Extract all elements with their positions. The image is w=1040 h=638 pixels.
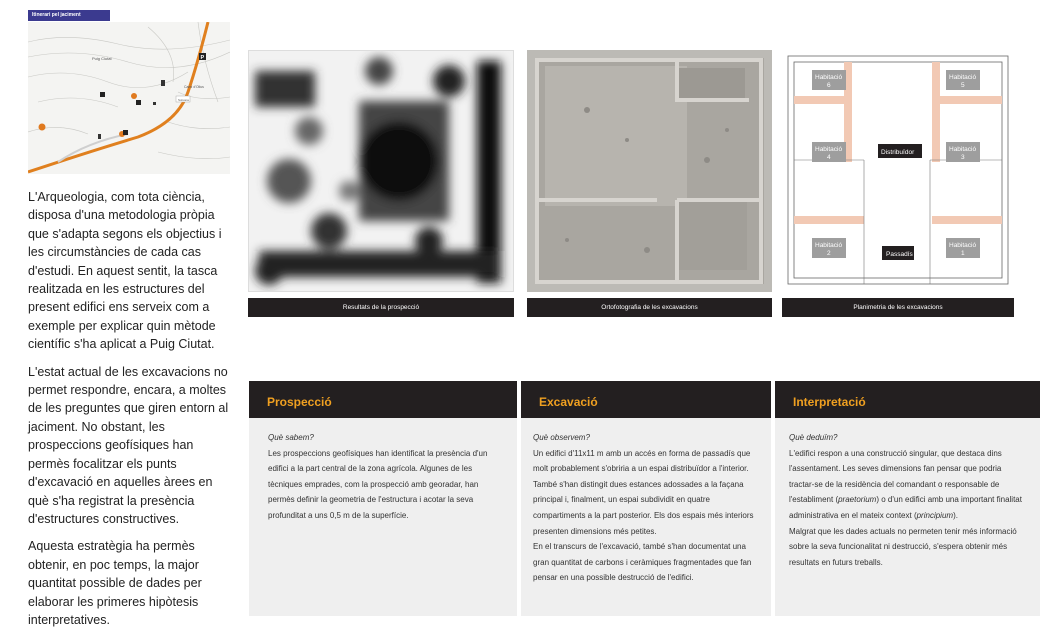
svg-text:Distribuïdor: Distribuïdor xyxy=(881,149,915,156)
parking-label: P xyxy=(200,55,205,61)
panel-prospection xyxy=(249,381,517,616)
site-map-graphic xyxy=(28,22,230,174)
room-5 xyxy=(946,70,980,90)
caption-prospection: Resultats de la prospecció xyxy=(248,298,514,317)
panel-title: Excavació xyxy=(521,381,771,418)
map-label-place3: Solsona xyxy=(178,98,189,102)
intro-paragraph: L'estat actual de les excavacions no permet respondre, encara, a moltes de les preguntes que giren entorn al jaciment. No obstant, les prospeccions geofísiques han permès focalitzar els punts d'excavació en aquelles àrees en què s'ha registrat la presència d'estructures constructives. xyxy=(28,364,229,526)
panel-text: Les prospeccions geofísiques han identificat la presència d'un edifici a la part central de la zona agrícola. Algunes de les tècniques emprades, com la prospecció amb georadar, han permès definir la geometria de l'estructura i acotar la seva profunditat a uns 0,5 m de la superfície. xyxy=(268,448,488,520)
caption-plan: Planimetria de les excavacions xyxy=(782,298,1014,317)
panel-excavation xyxy=(521,381,771,616)
orthophoto-image xyxy=(527,50,772,292)
room-3 xyxy=(946,142,980,162)
svg-text:Habitació: Habitació xyxy=(949,146,977,153)
svg-text:Passadís: Passadís xyxy=(886,251,913,258)
panel-interpretation xyxy=(775,381,1040,616)
plan-image xyxy=(782,50,1014,292)
svg-text:6: 6 xyxy=(827,82,831,89)
intro-paragraph: L'Arqueologia, com tota ciència, disposa d'una metodologia pròpia que s'adapta segons els objectius i les circumstàncies de cada cas d'estudi. En aquest sentit, la tasca realitzada en les estructures del present edifici ens serveix com a exemple per explicar quin mètode científic s'ha aplicat a Puig Ciutat. xyxy=(28,190,222,352)
poi-marker-icon[interactable] xyxy=(39,124,46,131)
panel-question: Què observem? xyxy=(533,433,590,442)
svg-text:Habitació: Habitació xyxy=(949,74,977,81)
panel-text: Un edifici d'11x11 m amb un accés en forma de passadís que molt probablement s'obriria a un espai distribuïdor a l'interior. També s'han distingit dues estances adossades a la façana principal i, finalment, un espai subdividit en quatre compartiments a la part posterior. Els dos espais més interiors presenten dimensions més petites. xyxy=(533,448,754,536)
panel-text: Malgrat que les dades actuals no permeten tenir més informació sobre la seva funcionalitat ni destrucció, s'espera obtenir més resultats en futurs treballs. xyxy=(789,526,1017,567)
svg-text:Habitació: Habitació xyxy=(949,242,977,249)
panel-question: Què sabem? xyxy=(268,433,314,442)
panel-title: Interpretació xyxy=(775,381,1040,418)
svg-text:Habitació: Habitació xyxy=(815,74,843,81)
map-label-place2: Camí d'Olius xyxy=(184,85,204,89)
intro-text xyxy=(28,188,236,638)
room-2 xyxy=(812,238,846,258)
prospection-image xyxy=(248,50,514,292)
panel-text: En el transcurs de l'excavació, també s'han documentat una gran quantitat de carbons i ceràmiques fragmentades que fan pensar en una possible destrucció de l'edifici. xyxy=(533,542,752,583)
map-label-place1: Puig Ciutat xyxy=(92,56,112,61)
intro-paragraph: Aquesta estratègia ha permès obtenir, en poc temps, la major quantitat possible de dades per elaborar les primeres hipòtesis interpretatives. xyxy=(28,539,202,627)
site-map[interactable] xyxy=(28,22,230,174)
panel-title: Prospecció xyxy=(249,381,517,418)
caption-orthophoto: Ortofotografia de les excavacions xyxy=(527,298,772,317)
panel-text: L'edifici respon a una construcció singular, que destaca dins l'assentament. Les seves dimensions fan pensar que podria tractar-se de la residència del comandant o responsable de l'establiment (praetorium) o d'un edifici amb una important finalitat administrativa en el mateix context (principium). xyxy=(789,448,1022,520)
svg-text:Habitació: Habitació xyxy=(815,146,843,153)
svg-text:Habitació: Habitació xyxy=(815,242,843,249)
room-6 xyxy=(812,70,846,90)
svg-text:4: 4 xyxy=(827,154,831,161)
panel-question: Què deduïm? xyxy=(789,433,838,442)
room-1 xyxy=(946,238,980,258)
passage-label xyxy=(882,246,914,260)
svg-text:5: 5 xyxy=(961,82,965,89)
distributor-label xyxy=(878,144,922,158)
itinerary-tag: Itinerari pel jaciment xyxy=(28,10,110,21)
svg-text:2: 2 xyxy=(827,250,831,257)
svg-text:3: 3 xyxy=(961,154,965,161)
room-4 xyxy=(812,142,846,162)
poi-marker-icon[interactable] xyxy=(131,93,137,99)
svg-text:1: 1 xyxy=(961,250,965,257)
